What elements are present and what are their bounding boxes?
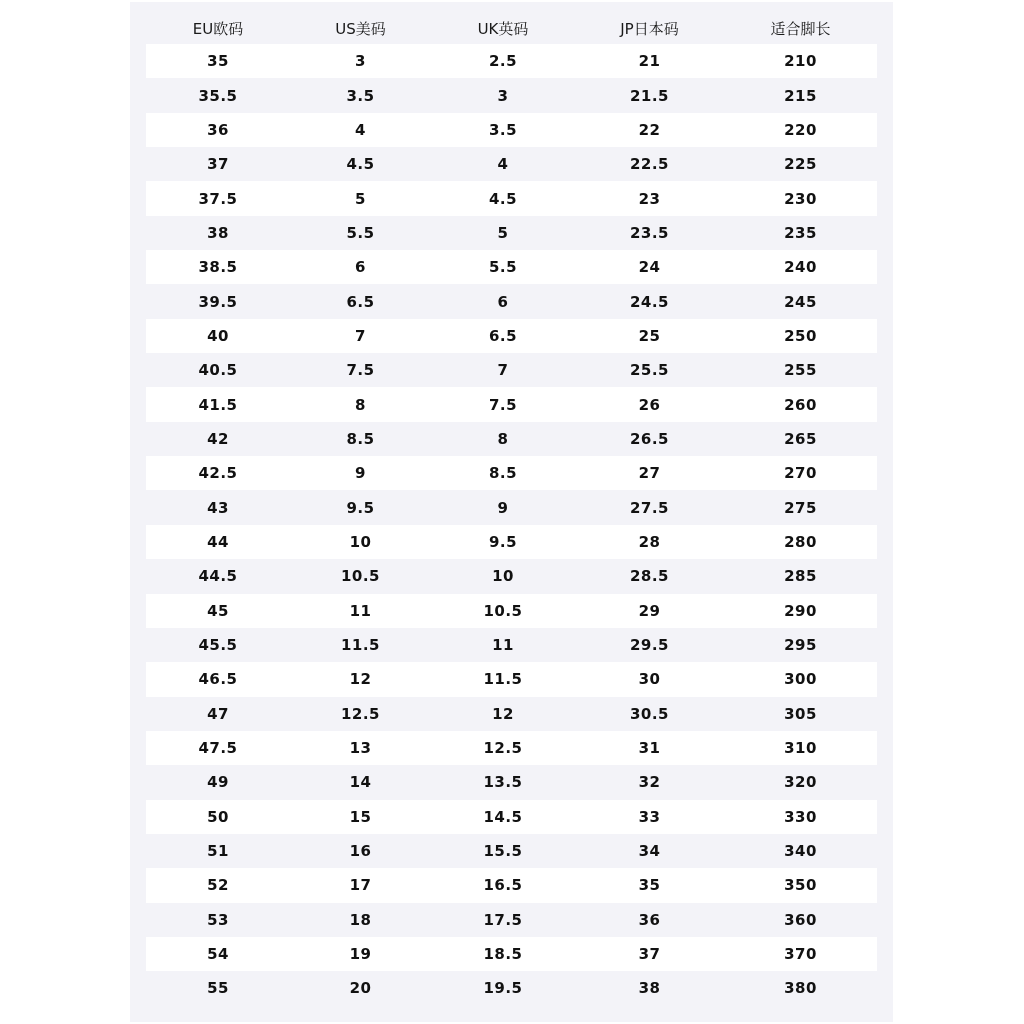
jp-size-cell: 24.5 (629, 292, 669, 311)
foot-length-cell: 280 (784, 532, 817, 551)
jp-size-cell: 33 (638, 807, 661, 826)
uk-size-cell: 11.5 (483, 670, 523, 689)
eu-size-cell: 38.5 (198, 258, 238, 277)
table-row (146, 765, 877, 799)
jp-size-cell: 26.5 (629, 429, 669, 448)
uk-size-cell: 16.5 (483, 876, 523, 895)
uk-size-cell: 5 (497, 223, 509, 242)
jp-size-cell: 24 (638, 258, 661, 277)
jp-size-cell: 25.5 (629, 361, 669, 380)
eu-size-cell: 50 (207, 807, 229, 826)
uk-size-cell: 18.5 (483, 945, 523, 964)
jp-size-cell: 21 (638, 52, 661, 71)
us-size-cell: 20 (349, 979, 372, 998)
jp-size-cell: 29 (638, 601, 661, 620)
foot-length-cell: 370 (784, 945, 817, 964)
table-row (146, 456, 877, 490)
eu-size-cell: 37 (207, 155, 229, 174)
foot-length-cell: 275 (784, 498, 817, 517)
eu-size-cell: 49 (207, 773, 229, 792)
jp-size-cell: 30.5 (629, 704, 669, 723)
foot-length-cell: 380 (784, 979, 817, 998)
eu-size-cell: 52 (207, 876, 229, 895)
foot-length-cell: 310 (784, 739, 817, 758)
us-size-cell: 9 (355, 464, 366, 483)
eu-size-cell: 47 (207, 704, 229, 723)
us-size-cell: 17 (349, 876, 372, 895)
table-row (146, 422, 877, 456)
eu-size-cell: 35 (207, 52, 229, 71)
uk-size-cell: 12 (492, 704, 514, 723)
jp-size-cell: 21.5 (629, 86, 669, 105)
us-size-cell: 7 (355, 326, 366, 345)
header-jp: JP日本码 (620, 19, 679, 38)
header-foot-length: 适合脚长 (770, 19, 831, 38)
foot-length-cell: 300 (784, 670, 817, 689)
table-row (146, 594, 877, 628)
us-size-cell: 4.5 (346, 155, 375, 174)
table-row (146, 353, 877, 387)
jp-size-cell: 32 (638, 773, 661, 792)
eu-size-cell: 44.5 (198, 567, 238, 586)
eu-size-cell: 40 (207, 326, 229, 345)
eu-size-cell: 37.5 (198, 189, 238, 208)
uk-size-cell: 12.5 (483, 739, 523, 758)
foot-length-cell: 235 (784, 223, 817, 242)
jp-size-cell: 28 (638, 532, 661, 551)
table-row (146, 800, 877, 834)
eu-size-cell: 35.5 (198, 86, 238, 105)
table-body (146, 44, 877, 1006)
table-row (146, 525, 877, 559)
uk-size-cell: 7 (497, 361, 509, 380)
jp-size-cell: 26 (638, 395, 661, 414)
us-size-cell: 3 (355, 52, 366, 71)
jp-size-cell: 29.5 (629, 636, 669, 655)
table-row (146, 250, 877, 284)
jp-size-cell: 38 (638, 979, 661, 998)
table-row (146, 628, 877, 662)
foot-length-cell: 230 (784, 189, 817, 208)
uk-size-cell: 7.5 (488, 395, 518, 414)
jp-size-cell: 35 (638, 876, 661, 895)
us-size-cell: 10 (349, 532, 372, 551)
us-size-cell: 11 (349, 601, 372, 620)
uk-size-cell: 13.5 (483, 773, 523, 792)
jp-size-cell: 27 (638, 464, 661, 483)
jp-size-cell: 22.5 (629, 155, 669, 174)
table-row (146, 113, 877, 147)
uk-size-cell: 17.5 (483, 910, 523, 929)
foot-length-cell: 330 (784, 807, 817, 826)
jp-size-cell: 31 (638, 739, 661, 758)
us-size-cell: 15 (349, 807, 372, 826)
jp-size-cell: 34 (638, 842, 661, 861)
foot-length-cell: 305 (784, 704, 817, 723)
us-size-cell: 16 (349, 842, 372, 861)
us-size-cell: 8.5 (346, 429, 375, 448)
eu-size-cell: 45.5 (198, 636, 238, 655)
uk-size-cell: 14.5 (483, 807, 523, 826)
table-row (146, 971, 877, 1005)
table-row (146, 937, 877, 971)
uk-size-cell: 3 (497, 86, 509, 105)
table-row (146, 903, 877, 937)
foot-length-cell: 360 (784, 910, 817, 929)
foot-length-cell: 215 (784, 86, 817, 105)
foot-length-cell: 340 (784, 842, 817, 861)
jp-size-cell: 25 (638, 326, 661, 345)
foot-length-cell: 225 (784, 155, 817, 174)
us-size-cell: 9.5 (346, 498, 375, 517)
eu-size-cell: 39.5 (198, 292, 238, 311)
uk-size-cell: 6 (497, 292, 509, 311)
uk-size-cell: 9.5 (488, 532, 518, 551)
us-size-cell: 5 (355, 189, 366, 208)
size-chart-panel (130, 2, 893, 1022)
eu-size-cell: 40.5 (198, 361, 238, 380)
jp-size-cell: 23 (638, 189, 661, 208)
jp-size-cell: 22 (638, 120, 661, 139)
jp-size-cell: 36 (638, 910, 661, 929)
foot-length-cell: 210 (784, 52, 817, 71)
table-row (146, 387, 877, 421)
uk-size-cell: 4.5 (488, 189, 518, 208)
eu-size-cell: 55 (207, 979, 229, 998)
foot-length-cell: 260 (784, 395, 817, 414)
header-us: US美码 (335, 19, 386, 38)
table-row (146, 662, 877, 696)
foot-length-cell: 220 (784, 120, 817, 139)
us-size-cell: 6 (355, 258, 366, 277)
us-size-cell: 10.5 (340, 567, 380, 586)
foot-length-cell: 240 (784, 258, 817, 277)
jp-size-cell: 23.5 (629, 223, 669, 242)
table-row (146, 44, 877, 78)
table-row (146, 284, 877, 318)
table-row (146, 559, 877, 593)
us-size-cell: 12.5 (340, 704, 380, 723)
uk-size-cell: 10 (492, 567, 514, 586)
us-size-cell: 8 (355, 395, 366, 414)
foot-length-cell: 285 (784, 567, 817, 586)
us-size-cell: 7.5 (346, 361, 375, 380)
us-size-cell: 11.5 (340, 636, 380, 655)
jp-size-cell: 37 (638, 945, 661, 964)
jp-size-cell: 28.5 (629, 567, 669, 586)
eu-size-cell: 51 (207, 842, 229, 861)
uk-size-cell: 3.5 (488, 120, 518, 139)
foot-length-cell: 290 (784, 601, 817, 620)
table-row (146, 731, 877, 765)
us-size-cell: 18 (349, 910, 372, 929)
uk-size-cell: 9 (497, 498, 509, 517)
eu-size-cell: 54 (207, 945, 229, 964)
table-row (146, 216, 877, 250)
uk-size-cell: 2.5 (488, 52, 518, 71)
eu-size-cell: 47.5 (198, 739, 238, 758)
jp-size-cell: 30 (638, 670, 661, 689)
foot-length-cell: 295 (784, 636, 817, 655)
uk-size-cell: 11 (492, 636, 514, 655)
eu-size-cell: 42.5 (198, 464, 238, 483)
table-row (146, 868, 877, 902)
us-size-cell: 4 (355, 120, 366, 139)
table-row (146, 834, 877, 868)
us-size-cell: 3.5 (346, 86, 375, 105)
us-size-cell: 14 (349, 773, 372, 792)
us-size-cell: 12 (349, 670, 372, 689)
table-row (146, 147, 877, 181)
eu-size-cell: 41.5 (198, 395, 238, 414)
us-size-cell: 13 (349, 739, 372, 758)
eu-size-cell: 42 (207, 429, 229, 448)
eu-size-cell: 46.5 (198, 670, 238, 689)
foot-length-cell: 245 (784, 292, 817, 311)
uk-size-cell: 4 (497, 155, 509, 174)
table-row (146, 181, 877, 215)
foot-length-cell: 255 (784, 361, 817, 380)
foot-length-cell: 320 (784, 773, 817, 792)
uk-size-cell: 15.5 (483, 842, 523, 861)
uk-size-cell: 5.5 (488, 258, 518, 277)
eu-size-cell: 53 (207, 910, 229, 929)
header-eu: EU欧码 (192, 19, 244, 38)
foot-length-cell: 350 (784, 876, 817, 895)
uk-size-cell: 8.5 (488, 464, 518, 483)
table-row (146, 697, 877, 731)
table-row (146, 490, 877, 524)
eu-size-cell: 44 (207, 532, 229, 551)
uk-size-cell: 10.5 (483, 601, 523, 620)
size-chart-table (146, 12, 877, 1006)
eu-size-cell: 36 (207, 120, 229, 139)
eu-size-cell: 45 (207, 601, 229, 620)
table-row (146, 319, 877, 353)
eu-size-cell: 38 (207, 223, 229, 242)
us-size-cell: 5.5 (346, 223, 375, 242)
us-size-cell: 6.5 (346, 292, 375, 311)
table-row (146, 78, 877, 112)
table-header-row (146, 12, 877, 44)
uk-size-cell: 19.5 (483, 979, 523, 998)
uk-size-cell: 8 (497, 429, 509, 448)
eu-size-cell: 43 (207, 498, 229, 517)
foot-length-cell: 265 (784, 429, 817, 448)
uk-size-cell: 6.5 (488, 326, 518, 345)
foot-length-cell: 270 (784, 464, 817, 483)
jp-size-cell: 27.5 (629, 498, 669, 517)
foot-length-cell: 250 (784, 326, 817, 345)
header-uk: UK英码 (477, 19, 529, 38)
us-size-cell: 19 (349, 945, 372, 964)
